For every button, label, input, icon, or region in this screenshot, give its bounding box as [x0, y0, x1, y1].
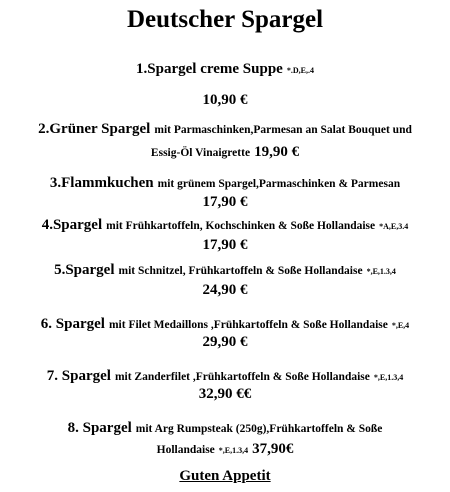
item-desc-cont: Hollandaise	[156, 444, 215, 456]
item-5-price: 24,90 €	[202, 282, 248, 298]
item-1-price: 10,90 €	[202, 92, 248, 108]
item-name: 8. Spargel	[67, 420, 132, 436]
item-desc-cont: Essig-Öl Vinaigrette	[150, 147, 251, 159]
item-desc: mit Schnitzel, Frühkartoffeln & Soße Hollandaise	[118, 265, 363, 277]
item-name: 7. Spargel	[46, 368, 111, 384]
item-name: 5.Spargel	[54, 262, 115, 278]
item-7-price: 32,90 €€	[198, 386, 252, 402]
menu-item-3	[0, 174, 450, 192]
item-8-price: 37,90€	[252, 441, 294, 457]
menu-title: Deutscher Spargel	[126, 6, 324, 33]
menu-item-1	[0, 60, 450, 78]
menu-item-2-cont	[0, 143, 450, 161]
item-name: 2.Grüner Spargel	[38, 121, 151, 137]
item-desc: mit grünem Spargel,Parmaschinken & Parmesan	[157, 178, 401, 190]
item-name: 4.Spargel	[41, 217, 103, 233]
menu-item-7	[0, 367, 450, 385]
menu-item-8	[0, 419, 450, 437]
item-name: 1.Spargel creme Suppe	[136, 61, 283, 77]
item-allergens: *A,E,3.4	[379, 222, 409, 231]
item-3-price: 17,90 €	[202, 194, 248, 210]
item-6-price: 29,90 €	[202, 334, 248, 350]
item-allergens: *.D,E,.4	[286, 66, 314, 75]
item-desc: mit Zanderfilet ,Frühkartoffeln & Soße Hollandaise	[114, 371, 370, 383]
item-allergens: *,E,4	[391, 321, 410, 330]
item-4-price: 17,90 €	[202, 237, 248, 253]
menu-item-2	[0, 120, 450, 138]
item-desc: mit Frühkartoffeln, Kochschinken & Soße Hollandaise	[106, 220, 376, 232]
item-allergens: *,E,1.3,4	[373, 373, 404, 382]
item-allergens: *,E,1.3,4	[366, 267, 396, 276]
footer-greeting: Guten Appetit	[179, 468, 271, 484]
item-desc: mit Arg Rumpsteak (250g),Frühkartoffeln & Soße	[135, 423, 383, 435]
item-desc: mit Filet Medaillons ,Frühkartoffeln & Soße Hollandaise	[108, 319, 388, 331]
item-name: 3.Flammkuchen	[49, 175, 154, 191]
menu-item-8-cont	[0, 440, 450, 458]
item-2-price: 19,90 €	[254, 144, 300, 160]
item-allergens: *,E,1.3,4	[218, 446, 249, 455]
item-name: 6. Spargel	[40, 316, 105, 332]
item-desc: mit Parmaschinken,Parmesan an Salat Bouquet und	[154, 124, 412, 136]
menu-item-4	[0, 216, 450, 234]
menu-item-6	[0, 315, 450, 333]
menu-item-5	[0, 261, 450, 279]
